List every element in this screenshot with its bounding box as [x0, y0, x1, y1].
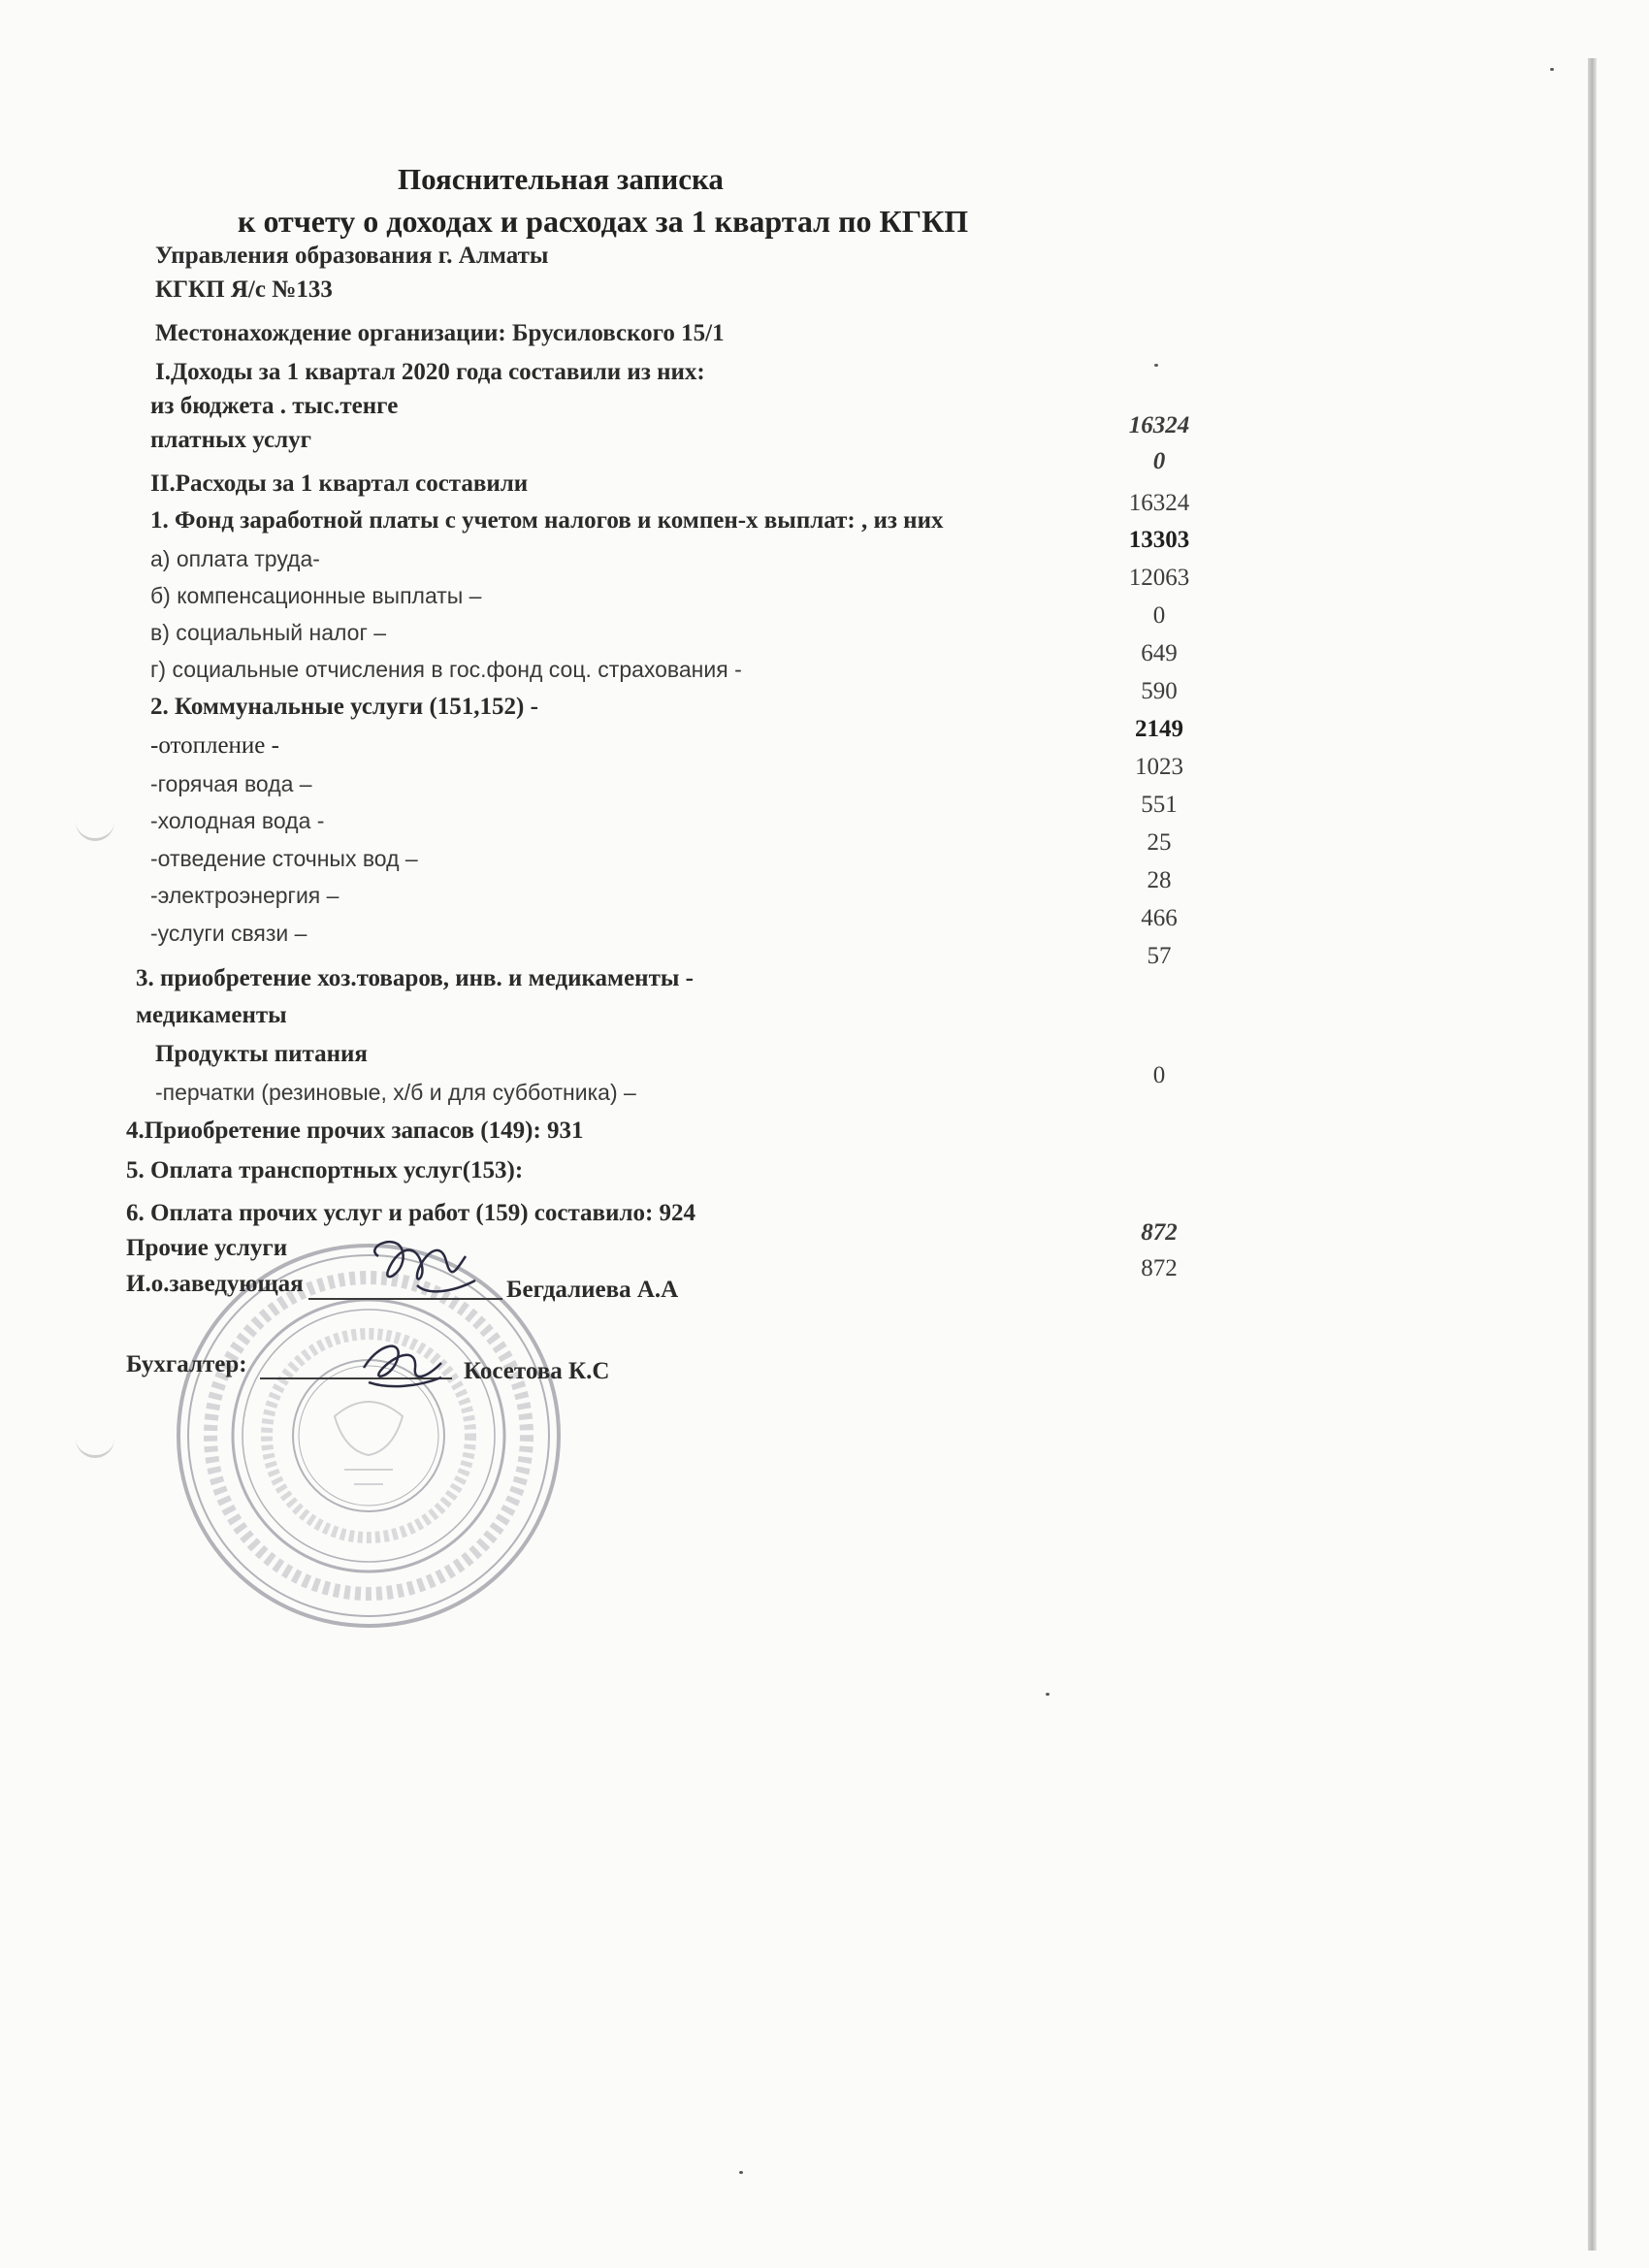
line-label: 1. Фонд заработной платы с учетом налогов и компен-х выплат: , из них [150, 507, 944, 534]
line-label: Прочие услуги [126, 1235, 288, 1261]
line-label: б) компенсационные выплаты – [150, 583, 482, 608]
line-label: платных услуг [150, 427, 311, 453]
line-label: -электроэнергия – [150, 883, 340, 908]
line-label: -отопление - [150, 732, 279, 759]
line-label: -холодная вода - [150, 808, 325, 833]
scan-speck [739, 2171, 743, 2174]
punch-hole-mark [76, 1434, 114, 1458]
location-line: Местонахождение организации: Брусиловского 15/1 [155, 320, 725, 346]
line-label: г) социальные отчисления в гос.фонд соц. страхования - [150, 657, 742, 682]
value-sewage: 28 [1147, 867, 1172, 893]
organization-line: КГКП Я/с №133 [155, 276, 333, 303]
value-compensation: 0 [1152, 602, 1166, 629]
line-label: из бюджета . тыс.тенге [150, 393, 399, 419]
line-label: -горячая вода – [150, 771, 312, 796]
income-heading: I.Доходы за 1 квартал 2020 года составили из них: [155, 359, 705, 385]
document-subtitle: к отчету о доходах и расходах за 1 квартал по КГКП [238, 204, 969, 239]
value-social-tax: 649 [1141, 640, 1178, 666]
value-gloves: 0 [1152, 1062, 1166, 1088]
value-cold-water: 25 [1147, 829, 1172, 856]
value-utilities: 2149 [1135, 716, 1183, 742]
value-other-services: 872 [1141, 1219, 1178, 1246]
head-signature-mark [359, 1227, 504, 1310]
line-label: -перчатки (резиновые, х/б и для субботника) – [155, 1080, 636, 1105]
line-label: в) социальный налог – [150, 620, 387, 645]
value-communication: 57 [1147, 943, 1172, 969]
line-label: Продукты питания [155, 1041, 368, 1067]
accountant-name: Косетова К.С [464, 1358, 610, 1384]
value-electricity: 466 [1141, 905, 1178, 931]
line-label: а) оплата труда- [150, 546, 320, 571]
punch-hole-mark [76, 817, 114, 841]
line-label: 5. Оплата транспортных услуг(153): [126, 1157, 524, 1183]
line-label: 4.Приобретение прочих запасов (149): 931 [126, 1118, 584, 1144]
line-label: 3. приобретение хоз.товаров, инв. и медикаменты - [136, 965, 694, 991]
scan-speck [1046, 1693, 1050, 1696]
value-expenses-total: 16324 [1128, 490, 1190, 516]
line-label: -услуги связи – [150, 921, 307, 946]
line-label: 6. Оплата прочих услуг и работ (159) составило: 924 [126, 1200, 696, 1226]
line-label: -отведение сточных вод – [150, 846, 418, 871]
value-social-contrib: 590 [1141, 678, 1178, 704]
value-budget: 16324 [1128, 412, 1190, 438]
document-title: Пояснительная записка [398, 162, 724, 196]
line-label: 2. Коммунальные услуги (151,152) - [150, 694, 538, 720]
value-payroll-fund: 13303 [1128, 527, 1190, 553]
department-line: Управления образования г. Алматы [155, 243, 549, 269]
scan-speck [1154, 364, 1158, 367]
value-paid-services: 0 [1152, 448, 1166, 474]
head-name: Бегдалиева А.А [506, 1277, 679, 1303]
expenses-heading: II.Расходы за 1 квартал составили [150, 470, 529, 497]
accountant-title: Бухгалтер: [126, 1351, 247, 1377]
value-other-services-detail: 872 [1141, 1255, 1178, 1281]
scan-speck [1550, 68, 1554, 71]
value-wages: 12063 [1128, 565, 1190, 591]
scan-edge-shadow [1588, 58, 1597, 2251]
line-label: медикаменты [136, 1002, 287, 1028]
accountant-signature-mark [349, 1329, 456, 1397]
value-heating: 1023 [1135, 754, 1183, 780]
head-title: И.о.заведующая [126, 1271, 304, 1297]
value-hot-water: 551 [1141, 792, 1178, 818]
